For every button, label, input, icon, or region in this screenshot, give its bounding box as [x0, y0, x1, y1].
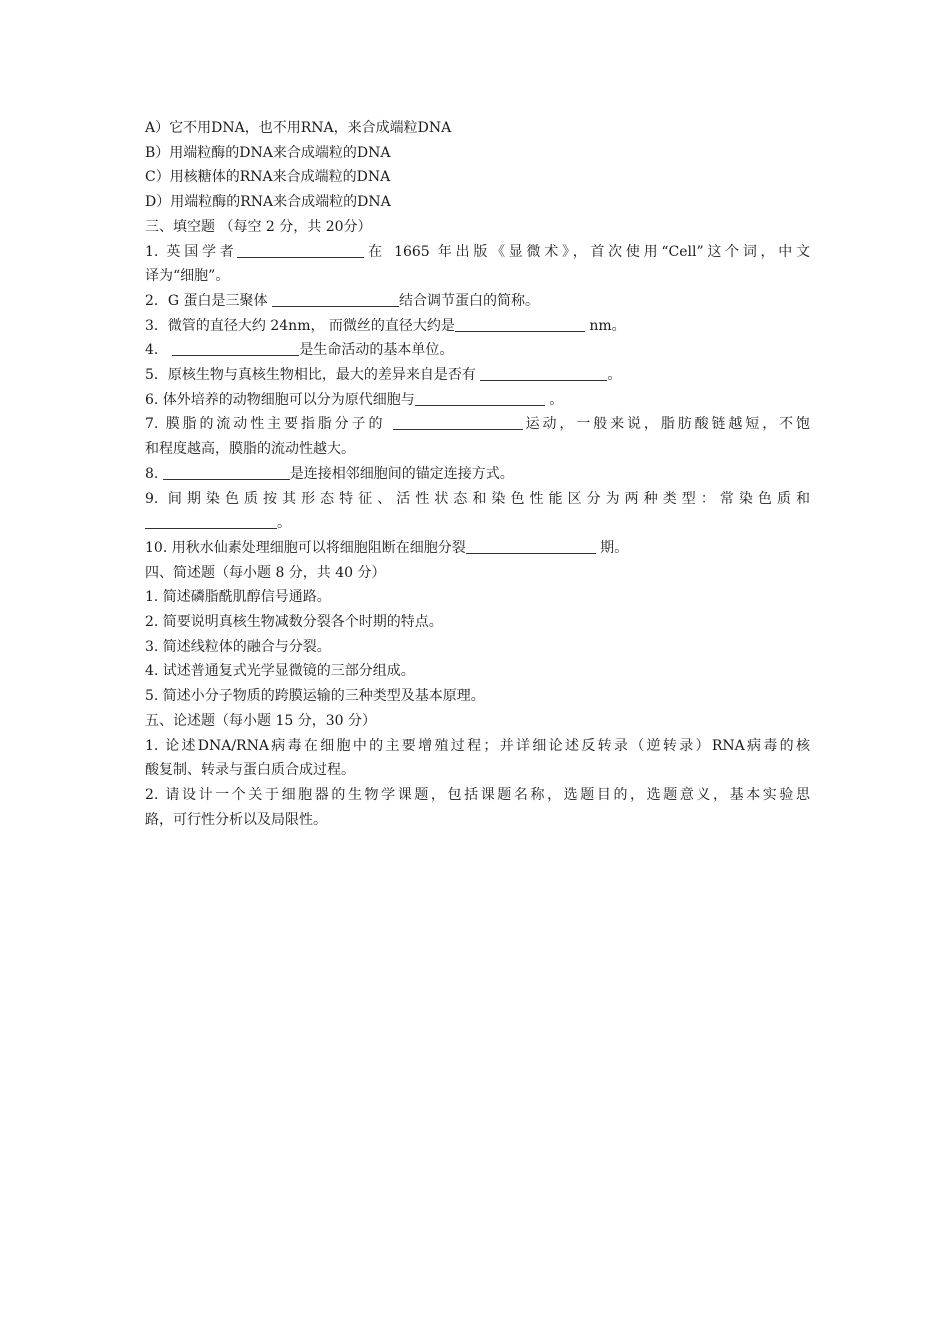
option-d: D）用端粒酶的RNA来合成端粒的DNA: [145, 194, 391, 211]
fill-question-2: [145, 289, 810, 314]
fill-question-5: [145, 363, 810, 388]
q1-text-a: 1. 英国学者: [145, 243, 238, 260]
fill-question-6: [145, 388, 810, 413]
essay-question-2-cont: 路，可行性分析以及局限性。: [145, 811, 327, 828]
essay-question-1: 1. 论述DNA/RNA病毒在细胞中的主要增殖过程；并详细论述反转录（逆转录）RNA病毒的核: [145, 737, 810, 754]
essay-question-2: 2. 请设计一个关于细胞器的生物学课题，包括课题名称，选题目的，选题意义，基本实验思: [145, 786, 810, 803]
q7-text-b: 运动，一般来说，脂肪酸链越短，不饱: [522, 416, 810, 433]
q1-blank: [237, 241, 364, 258]
q2-text-a: 2．G 蛋白是三聚体: [145, 292, 272, 309]
short-question-5: 5. 简述小分子物质的跨膜运输的三种类型及基本原理。: [145, 688, 485, 705]
q6-text-a: 6. 体外培养的动物细胞可以分为原代细胞与: [145, 391, 415, 408]
q9-blank: [145, 512, 277, 529]
fill-question-7-cont: 和程度越高，膜脂的流动性越大。: [145, 441, 355, 458]
option-b: B）用端粒酶的DNA来合成端粒的DNA: [145, 144, 391, 161]
q8-text-b: 是连接相邻细胞间的锚定连接方式。: [289, 465, 514, 482]
q3-text-b: nm。: [584, 317, 626, 334]
section-4-heading: 四、简述题（每小题 8 分，共 40 分）: [145, 564, 386, 581]
q8-text-a: 8.: [145, 465, 163, 482]
essay-question-1-cont: 酸复制、转录与蛋白质合成过程。: [145, 762, 355, 779]
section-3-heading: 三、填空题 （每空 2 分，共 20分）: [145, 218, 372, 235]
q6-blank: [415, 389, 545, 406]
fill-question-1: [145, 240, 810, 265]
section-5-heading: 五、论述题（每小题 15 分，30 分）: [145, 712, 376, 729]
q7-text-a: 7. 膜脂的流动性主要指脂分子的: [145, 416, 393, 433]
q9-text-b: 。: [277, 515, 291, 532]
q3-text-a: 3．微管的直径大约 24nm， 而微丝的直径大约是: [145, 317, 455, 334]
fill-question-10: [145, 536, 810, 561]
option-a: A）它不用DNA，也不用RNA，来合成端粒DNA: [145, 120, 452, 136]
q5-text-a: 5．原核生物与真核生物相比，最大的差异来自是否有: [145, 367, 481, 384]
fill-question-9: 9. 间期染色质按其形态特征、活性状态和染色性能区分为两种类型：常染色质和: [145, 490, 810, 507]
q2-text-b: 结合调节蛋白的简称。: [399, 292, 539, 309]
fill-question-7: [145, 412, 810, 437]
fill-question-4: [145, 338, 810, 363]
q10-text-b: 期。: [595, 539, 629, 556]
fill-question-1-cont: 译为“细胞”。: [145, 268, 230, 285]
exam-page: [145, 116, 810, 832]
short-question-3: 3. 简述线粒体的融合与分裂。: [145, 638, 331, 655]
fill-question-9-cont: [145, 511, 810, 536]
q4-blank: [172, 339, 299, 356]
short-question-2: 2. 简要说明真核生物减数分裂各个时期的特点。: [145, 614, 443, 631]
fill-question-3: [145, 314, 810, 339]
q2-blank: [272, 290, 399, 307]
q7-blank: [393, 413, 523, 430]
option-c: C）用核糖体的RNA来合成端粒的DNA: [145, 169, 391, 186]
q8-blank: [163, 463, 290, 480]
q4-text-b: 是生命活动的基本单位。: [299, 342, 454, 359]
q4-text-a: 4．: [145, 342, 173, 359]
q5-blank: [480, 364, 607, 381]
q10-text-a: 10. 用秋水仙素处理细胞可以将细胞阻断在细胞分裂: [145, 539, 466, 556]
short-question-1: 1. 简述磷脂酰肌醇信号通路。: [145, 589, 331, 606]
q1-text-b: 在 1665 年出版《显微术》，首次使用“Cell”这个词，中文: [364, 243, 810, 260]
q5-text-b: 。: [607, 367, 622, 384]
short-question-4: 4. 试述普通复式光学显微镜的三部分组成。: [145, 663, 415, 680]
fill-question-8: [145, 462, 810, 487]
q3-blank: [455, 315, 585, 332]
q6-text-b: 。: [544, 391, 564, 408]
q10-blank: [466, 537, 596, 554]
